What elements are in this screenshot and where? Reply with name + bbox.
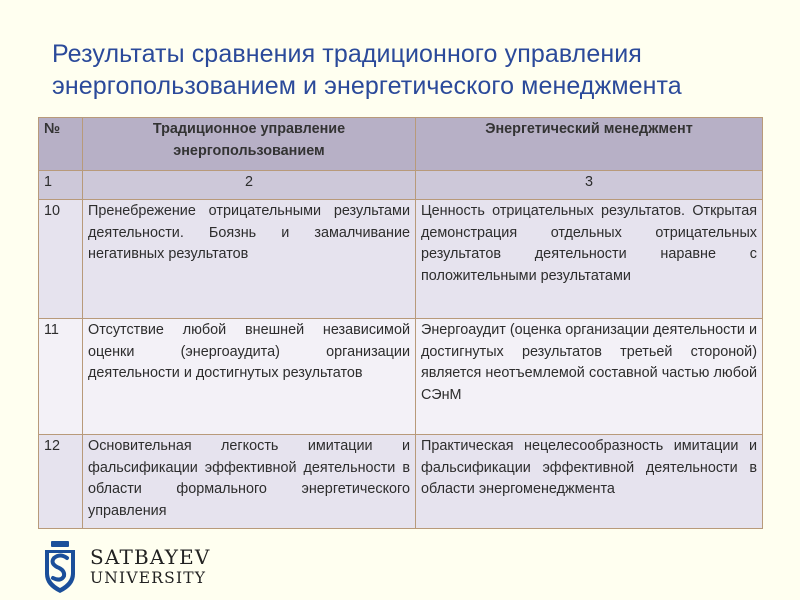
column-index-row bbox=[39, 171, 763, 200]
header-number: № bbox=[39, 118, 83, 171]
row-number: 11 bbox=[39, 319, 83, 435]
slide-title: Результаты сравнения традиционного управления энергопользованием и энергетического менеджмента bbox=[52, 40, 682, 100]
table-row bbox=[39, 319, 763, 435]
header-traditional: Традиционное управление энергопользованием bbox=[83, 118, 416, 171]
logo-text-line1: SATBAYEV bbox=[90, 545, 211, 569]
university-emblem-icon bbox=[38, 540, 82, 594]
energy-management-cell: Ценность отрицательных результатов. Открытая демонстрация отдельных отрицательных результатов деятельности наравне с положительными результатами bbox=[416, 200, 763, 319]
column-index-cell: 1 bbox=[39, 171, 83, 200]
column-index-cell: 2 bbox=[83, 171, 416, 200]
row-number: 12 bbox=[39, 435, 83, 529]
table-row bbox=[39, 200, 763, 319]
column-index-cell: 3 bbox=[416, 171, 763, 200]
row-number: 10 bbox=[39, 200, 83, 319]
traditional-cell: Отсутствие любой внешней независимой оценки (энергоаудита) организации деятельности и достигнутых результатов bbox=[83, 319, 416, 435]
table-row bbox=[39, 435, 763, 529]
comparison-table bbox=[38, 117, 763, 529]
header-energy-management: Энергетический менеджмент bbox=[416, 118, 763, 171]
logo-text-line2: UNIVERSITY bbox=[90, 569, 207, 587]
university-logo bbox=[38, 540, 238, 594]
traditional-cell: Пренебрежение отрицательными результами деятельности. Боязнь и замалчивание негативных результатов bbox=[83, 200, 416, 319]
energy-management-cell: Энергоаудит (оценка организации деятельности и достигнутых результатов третьей стороной) является неотъемлемой составной частью любой СЭнМ bbox=[416, 319, 763, 435]
energy-management-cell: Практическая нецелесообразность имитации и фальсификации эффективной деятельности в области энергоменеджмента bbox=[416, 435, 763, 529]
table-header-row bbox=[39, 118, 763, 171]
traditional-cell: Основительная легкость имитации и фальсификации эффективной деятельности в области формального энергетического управления bbox=[83, 435, 416, 529]
